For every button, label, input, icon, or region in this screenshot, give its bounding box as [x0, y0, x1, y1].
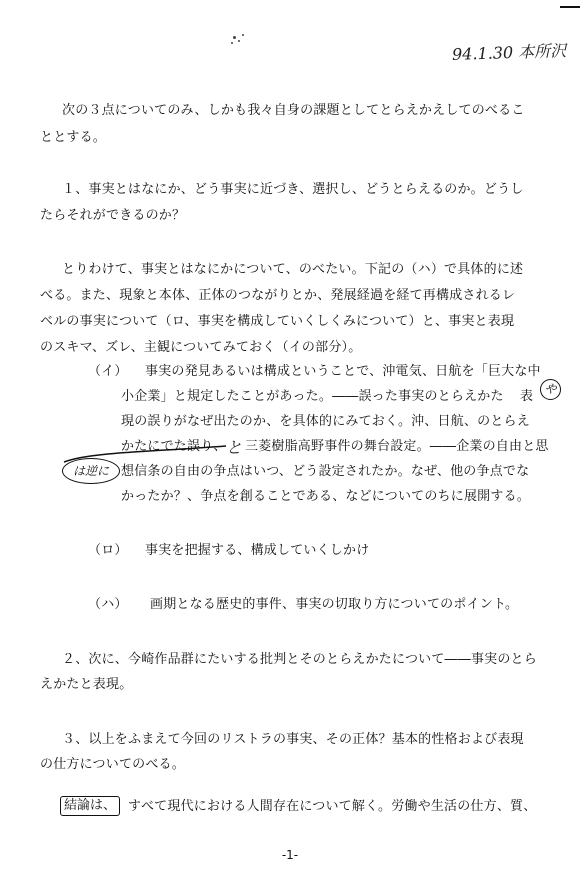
item-i-line-1: 事実の発見あるいは構成ということで、沖電気、日航を「巨大な中 — [145, 364, 541, 379]
item-i-line-5: 想信条の自由の争点はいつ、どう設定されたか。なぜ、他の争点でな — [121, 464, 530, 479]
scan-speck — [231, 42, 233, 44]
scan-speck — [238, 40, 240, 42]
item-i-line-4-end: 三菱樹脂高野事件の舞台設定。――企業の自由と思 — [245, 439, 549, 454]
item-i-line-6: かったか？、争点を創ることである、などについてのちに展開する。 — [121, 489, 530, 504]
para-2-line-2: べる。また、現象と本体、正体のつながりとか、発展経過を経て再構成されるレ — [40, 288, 516, 303]
item-i-line-2-end: 表 — [520, 389, 534, 404]
item-ro-text: 事実を把握する、構成していくしかけ — [145, 543, 370, 558]
circled-margin-note: は逆に — [62, 458, 120, 484]
point-3-line-2: の仕方についてのべる。 — [40, 757, 185, 772]
page-number: -1- — [281, 848, 299, 862]
intro-line-1: 次の３点についてのみ、しかも我々自身の課題としてとらえかえしてのべるこ — [62, 103, 525, 118]
handwritten-insert-mark: と — [226, 438, 243, 457]
point-1-line-1: １、事実とはなにか、どう事実に近づき、選択し、どうとらえるのか。どうし — [62, 182, 524, 197]
item-ha-marker: （ハ） — [88, 597, 128, 612]
item-i-marker: （イ） — [88, 364, 128, 379]
para-2-line-3: ベルの事実について（ロ、事実を構成していくしくみについて）と、事実と表現 — [40, 314, 515, 329]
handwritten-date-note: 94.1.30 本所沢 — [451, 41, 567, 64]
para-2-line-4: のスキマ、ズレ、主観についてみておく（イの部分）。 — [40, 340, 362, 355]
scan-speck — [233, 36, 236, 39]
point-1-line-2: たらそれができるのか？ — [40, 208, 186, 223]
item-ha-text: 画期となる歴史的事件、事実の切取り方についてのポイント。 — [150, 597, 519, 612]
scan-edge-top-right — [560, 6, 580, 8]
point-3-line-1: ３、以上をふまえて今回のリストラの事実、その正体？基本的性格および表現 — [62, 732, 524, 747]
para-2-line-1: とりわけて、事実とはなにかについて、のべたい。下記の（ハ）で具体的に述 — [62, 262, 524, 277]
item-i-line-4-start: かたにでた誤り、 — [121, 439, 227, 454]
circled-annotation: や — [540, 379, 561, 400]
conclusion-label-box: 結論は、 — [60, 796, 120, 816]
item-ro-marker: （ロ） — [88, 543, 128, 558]
point-2-line-2: えかたと表現。 — [40, 677, 133, 692]
item-i-line-3: 現の誤りがなぜ出たのか、を具体的にみておく。沖、日航、のとらえ — [121, 414, 530, 429]
point-2-line-1: ２、次に、今崎作品群にたいする批判とそのとらえかたについて――事実のとら — [62, 652, 537, 667]
item-i-line-2: 小企業」と規定したことがあった。――誤った事実のとらえかた — [121, 389, 504, 404]
scan-speck — [242, 34, 244, 36]
conclusion-text: すべて現代における人間存在について解く。労働や生活の仕方、質、 — [128, 799, 537, 814]
intro-line-2: ととする。 — [40, 130, 107, 145]
